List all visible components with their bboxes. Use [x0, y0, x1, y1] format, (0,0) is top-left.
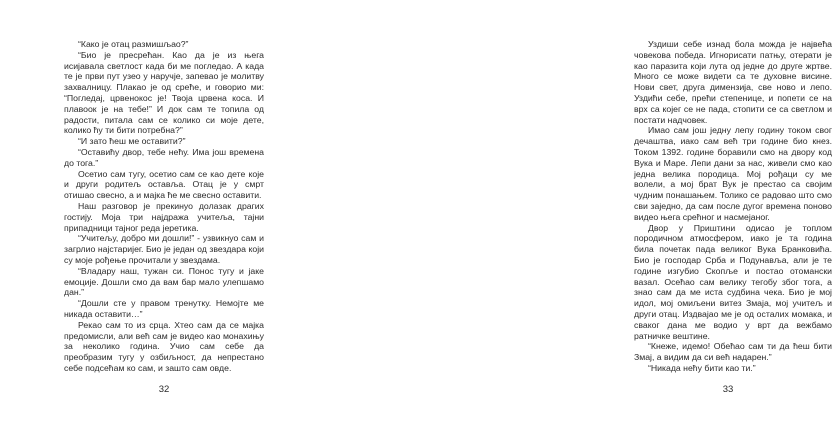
left-page-text — [64, 39, 264, 374]
paragraph: Имао сам још једну лепу годину током свог дечаштва, иако сам већ три године био кнез. Током 1392. године боравили смо на двору код Вука и Маре. Лепи дани за нас, живели смо као једна велика породица. Мој рођаци су ме волели, а мој брат Вук је престао са својим чудним понашањем. Толико се радовао што смо сви заједно, да сам после дугог времена поново видео њега срећног и насмејаног. — [634, 125, 832, 222]
paragraph: “Никада нећу бити као ти.” — [648, 362, 756, 373]
paragraph: Двор у Приштини одисао је топлом породичном атмосфером, иако је та година била почетак пада великог Вука Бранковића. Био је господар Срба и Подунавља, али је те године изгубио Скопље и постао отомански вазал. Осећао сам велику тегобу због тога, а знао сам да ме иста судбина чека. Био је мој идол, мој омиљени витез Змаја, мој учитељ и други отац. Издвајао ме је од осталих момака, и сваког дана ме водио у врт да вежбамо ратничке вештине. — [634, 222, 832, 341]
page-number-left: 32 — [158, 384, 170, 395]
paragraph: “Дошли сте у правом тренутку. Немојте ме никада оставити…” — [64, 298, 264, 319]
paragraph: “Учитељу, добро ми дошли!” - узвикнуо сам и загрлио најстаријег. Био је један од звездара који су моје рођење прочитали у звездама. — [64, 233, 264, 265]
paragraph: “И зато ћеш ме оставити?” — [78, 136, 186, 147]
paragraph: “Оставићу двор, тебе нећу. Има још времена до тога.” — [64, 146, 264, 168]
paragraph: Уздиши себе изнад бола можда је највећа човекова победа. Игнорисати патњу, отерати је као паразита који лута од једне до друге жртве. Много се може видети са те духовне висине. Нови свет, друга димензија, све ново и лепо. Уздићи себе, прећи степенице, и попети се на врх са којег се не пада, стопити се са светлом и постати надчовек. — [634, 39, 832, 125]
paragraph: Рекао сам то из срца. Хтео сам да се мајка предомисли, али већ сам је видео као монахињу за неколико година. Учио сам себе да преобразим тугу у озбиљност, да непрестано себе подсећам ко сам, и зашто сам овде. — [64, 319, 264, 373]
page-number-right: 33 — [722, 384, 734, 395]
paragraph: “Био је пресрећан. Као да је из њега исијавала светлост када би ме погледао. А када те је први пут узео у наручје, запевао је молитву захвалницу. Плакао је од среће, и говорио ми: “Погледај, црвенокос је! Твоја црвена коса. И плавоок је на тебе!” И док сам те топила од радости, питала сам се колико си моје дете, колико ћу ти бити потребна?” — [64, 49, 264, 136]
paragraph: Наш разговор је прекинуо долазак драгих гостију. Моја три најдража учитеља, тајни припадници тајног реда јеретика. — [64, 200, 264, 233]
left-page — [0, 0, 300, 424]
paragraph: “Како је отац размишљао?” — [78, 39, 189, 49]
paragraph: “Кнеже, идемо! Обећао сам ти да ћеш бити Змај, а видим да си већ надарен.” — [634, 341, 832, 363]
paragraph: Осетио сам тугу, осетио сам се као дете које и други родитељ оставља. Отац је у смрт отишао свесно, а и мајка ће ме свесно оставити. — [64, 168, 264, 201]
right-page — [300, 0, 832, 424]
right-page-text — [634, 39, 832, 374]
paragraph: “Владару наш, тужан си. Понос тугу и јаке емоције. Дошли смо да вам бар мало улепшамо дан.” — [64, 265, 264, 298]
